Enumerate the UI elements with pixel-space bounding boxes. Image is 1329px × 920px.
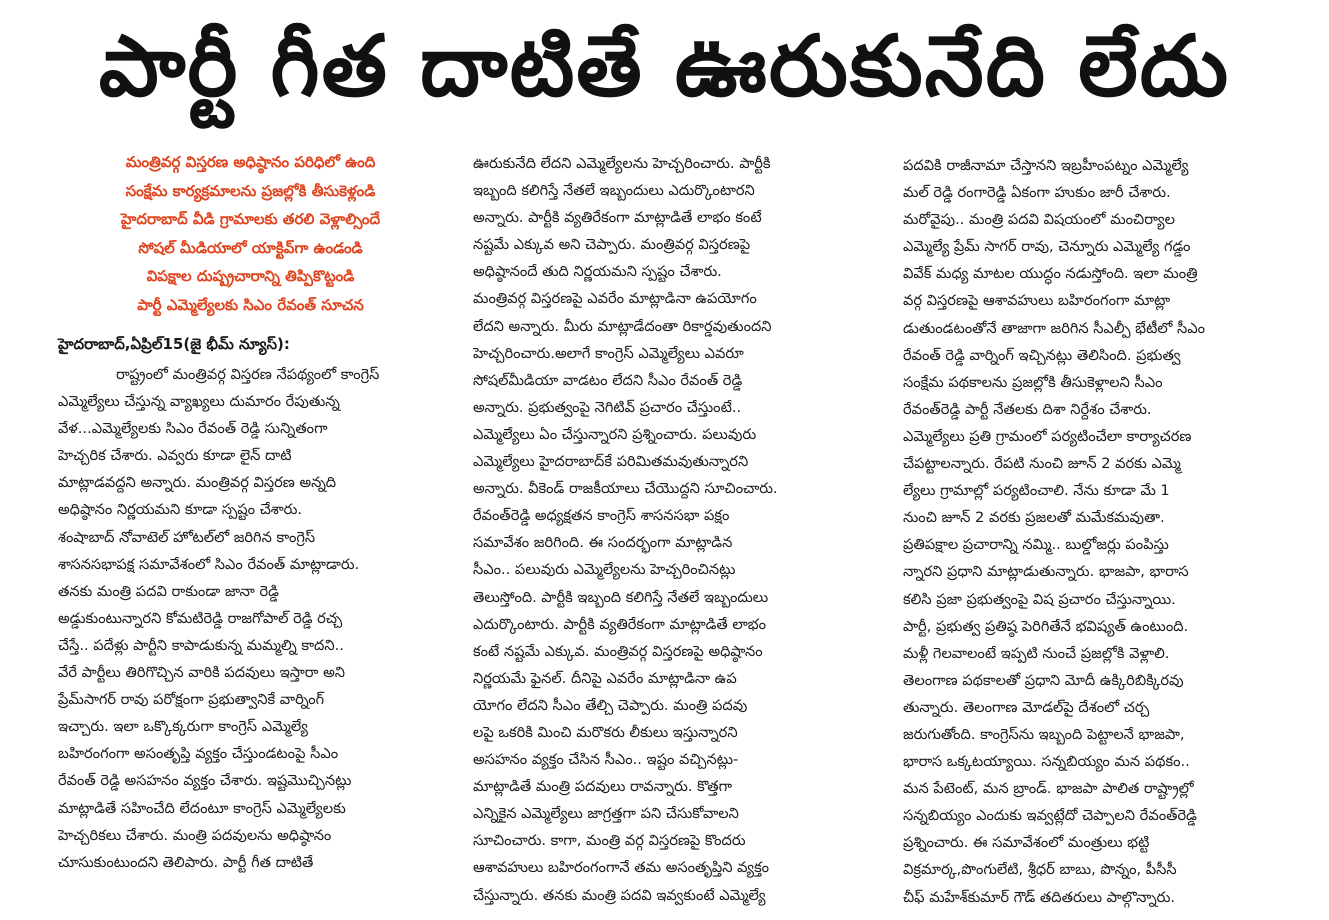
article-column-1 — [58, 148, 443, 876]
body-text-line: జరుగుతోంది. కాంగ్రెస్‌ను ఇబ్బంది పెట్టాలనే భాజపా, — [903, 725, 1185, 743]
body-text-line: హెచ్చరించారు.అలాగే కాంగ్రెస్ ఎమ్మెల్యేలు ఎవరూ — [473, 344, 744, 362]
subheadings-block — [58, 148, 443, 319]
body-text-line: తున్నారు. తెలంగాణ మోడల్‌పై దేశంలో చర్చ — [903, 698, 1150, 716]
body-text-line: ఇచ్చారు. ఇలా ఒక్కొక్కరుగా కాంగ్రెస్ ఎమ్మెల్యే — [58, 718, 308, 736]
body-text-line: యోగం లేదని సీఎం తేల్చి చెప్పారు. మంత్రి పదవు — [473, 696, 748, 714]
body-text-line: మంత్రివర్గ విస్తరణపై ఎవరేం మాట్లాడినా ఉపయోగం — [473, 290, 757, 308]
body-text-line: రాష్ట్రంలో మంత్రివర్గ విస్తరణ నేపథ్యంలో కాంగ్రెస్ — [116, 366, 380, 383]
body-text-line: వేరే పార్టీలు తిరిగొచ్చిన వారికి పదవులు ఇస్తారా అని — [58, 664, 346, 682]
body-text-line: సంక్షేమ పథకాలను ప్రజల్లోకి తీసుకెళ్లాలని సీఎం — [903, 373, 1163, 391]
body-text-line: వివేక్ మధ్య మాటల యుద్ధం నడుస్తోంది. ఇలా మంత్రి — [903, 265, 1198, 283]
subheading: మంత్రివర్గ విస్తరణ అధిష్ఠానం పరిధిలో ఉంది — [125, 153, 376, 171]
body-text-line: మన పేటెంట్, మన బ్రాండ్. భాజపా పాలిత రాష్ట్రాల్లో — [903, 780, 1194, 798]
body-text-line: చేస్తే.. పదేళ్లు పార్టీని కాపాడుకున్న మమ్మల్ని కాదని.. — [58, 636, 344, 654]
column-3-body — [903, 152, 1308, 911]
body-text-line: సీఎం.. పలువురు ఎమ్మెల్యేలను హెచ్చరించినట్లు — [473, 561, 736, 579]
body-text-line: మళ్లీ గెలవాలంటే ఇప్పటి నుంచే ప్రజల్లోకి వెళ్లాలి. — [903, 644, 1170, 662]
headline: పార్టీ గీత దాటితే ఊరుకునేది లేదు — [98, 16, 1231, 115]
body-text-line: శంషాబాద్ నోవాటెల్ హోటల్‌లో జరిగిన కాంగ్రెస్ — [58, 528, 316, 546]
body-text-line: ఎమ్మెల్యేలు ప్రతి గ్రామంలో పర్యటించేలా కార్యాచరణ — [903, 427, 1192, 445]
body-text-line: మల్ రెడ్డి రంగారెడ్డి ఏకంగా హుకుం జారీ చేశారు. — [903, 184, 1171, 202]
body-text-line: ప్రతిపక్షాల ప్రచారాన్ని నమ్మి.. బుల్డోజర్లు పంపిస్తు — [903, 536, 1169, 554]
subheading: పార్టీ ఎమ్మెల్యేలకు సిఎం రేవంత్ సూచన — [137, 295, 364, 314]
body-text-line: మాట్లాడితే మంత్రి పదవులు రావన్నారు. కొత్తగా — [473, 778, 733, 796]
body-text-line: హెచ్చరికలు చేశారు. మంత్రి పదవులను అధిష్ఠానం — [58, 826, 332, 844]
body-text-line: నుంచి జూన్ 2 వరకు ప్రజలతో మమేకమవుతా. — [903, 509, 1165, 527]
body-text-line: లేదని అన్నారు. మీరు మాట్లాడేదంతా రికార్డవుతుందని — [473, 317, 772, 335]
body-text-line: చేపట్టాలన్నారు. రేపటి నుంచి జూన్ 2 వరకు ఎమ్మె — [903, 455, 1181, 473]
body-text-line: విక్రమార్క,పొంగులేటి, శ్రీధర్ బాబు, పొన్నం, పీసీసీ — [903, 861, 1177, 879]
body-text-line: కలిసి ప్రజా ప్రభుత్వంపై విష ప్రచారం చేస్తున్నాయి. — [903, 590, 1176, 608]
body-text-line: పదవికి రాజీనామా చేస్తానని ఇబ్రహీంపట్నం ఎమ్మెల్యే — [903, 157, 1189, 174]
body-text-line: చేస్తున్నారు. తనకు మంత్రి పదవి ఇవ్వకుంటే ఎమ్మెల్యే — [473, 886, 766, 904]
body-text-line: వేళ...ఎమ్మెల్యేలకు సిఎం రేవంత్ రెడ్డి సున్నితంగా — [58, 420, 328, 438]
body-text-line: ఇబ్బంది కలిగిస్తే నేతలే ఇబ్బందులు ఎదుర్కొంటారని — [473, 182, 755, 200]
subheading: సంక్షేమ కార్యక్రమాలను ప్రజల్లోకి తీసుకెళ్లండి — [125, 181, 376, 200]
body-text-line: అన్నారు. ప్రభుత్వంపై నెగిటివ్ ప్రచారం చేస్తుంటే.. — [473, 398, 742, 416]
body-text-line: తెలంగాణ పథకాలతో ప్రధాని మోదీ ఉక్కిరిబిక్కిరవు — [903, 671, 1184, 689]
body-text-line: డుతుండటంతోనే తాజాగా జరిగిన సీఎల్పీ భేటీలో సీఎం — [903, 319, 1206, 337]
body-text-line: అడ్డుకుంటున్నారని కోమటిరెడ్డి రాజగోపాల్ రెడ్డి రచ్చ — [58, 609, 343, 627]
body-text-line: ల్యేలు గ్రామాల్లో పర్యటించాలి. నేను కూడా మే 1 — [903, 482, 1170, 500]
body-text-line: భారాస ఒక్కటయ్యాయి. సన్నబియ్యం మన పథకం.. — [903, 753, 1190, 771]
body-text-line: నిర్ణయమే ఫైనల్. దీనిపై ఎవరేం మాట్లాడినా ఉప — [473, 669, 737, 687]
body-text-line: సన్నబియ్యం ఎందుకు ఇవ్వట్లేదో చెప్పాలని రేవంత్‌రెడ్డి — [903, 807, 1197, 825]
body-text-line: ఎమ్మెల్యేలు హైదరాబాద్‌కే పరిమితమవుతున్నారని — [473, 453, 749, 471]
column-1-body — [58, 361, 443, 876]
body-text-line: లపై ఒకరికి మించి మరొకరు లీకులు ఇస్తున్నారని — [473, 723, 738, 741]
body-text-line: ప్రశ్నించారు. ఈ సమావేశంలో మంత్రులు భట్టి — [903, 834, 1150, 852]
body-text-line: అధిష్ఠానందే తుది నిర్ణయమని స్పష్టం చేశారు. — [473, 263, 722, 281]
body-text-line: మాట్లాడితే సహించేది లేదంటూ కాంగ్రెస్ ఎమ్మెల్యేలకు — [58, 799, 346, 817]
subheading: విపక్షాల దుష్ప్రచారాన్ని తిప్పికొట్టండి — [146, 267, 355, 285]
body-text-line: బహిరంగంగా అసంతృప్తి వ్యక్తం చేస్తుండటంపై సీఎం — [58, 745, 339, 763]
body-text-line: అన్నారు. వీకెండ్ రాజకీయాలు చేయొద్దని సూచించారు. — [473, 480, 778, 498]
body-text-line: కంటే నష్టమే ఎక్కువ. మంత్రివర్గ విస్తరణపై అధిష్ఠానం — [473, 642, 763, 660]
body-text-line: అసహనం వ్యక్తం చేసిన సీఎం.. ఇష్టం వచ్చినట్లు- — [473, 751, 739, 769]
body-text-line: ఊరుకునేది లేదని ఎమ్మెల్యేలను హెచ్చరించారు. పార్టీకి — [473, 155, 771, 172]
body-text-line: సూచించారు. కాగా, మంత్రి వర్గ విస్తరణపై కొందరు — [473, 832, 746, 850]
body-text-line: అన్నారు. పార్టీకి వ్యతిరేకంగా మాట్లాడితే లాభం కంటే — [473, 209, 762, 227]
body-text-line: ఎమ్మెల్యేలు చేస్తున్న వ్యాఖ్యలు దుమారం రేపుతున్న — [58, 393, 340, 411]
article-column-3 — [903, 152, 1308, 911]
article-column-2 — [473, 150, 875, 909]
body-text-line: తనకు మంత్రి పదవి రాకుండా జానా రెడ్డి — [58, 582, 279, 600]
body-text-line: ఎన్నికైన ఎమ్మెల్యేలు జాగ్రత్తగా పని చేసుకోవాలని — [473, 805, 739, 823]
body-text-line: న్నారని ప్రధాని మాట్లాడుతున్నారు. భాజపా, భారాస — [903, 563, 1189, 581]
body-text-line: ఆశావహులు బహిరంగంగానే తమ అసంతృప్తిని వ్యక్తం — [473, 859, 770, 877]
body-text-line: ఎమ్మెల్యే ప్రేమ్ సాగర్ రావు, చెన్నూరు ఎమ్మెల్యే గడ్డం — [903, 238, 1191, 256]
body-text-line: వర్గ విస్తరణపై ఆశావహులు బహిరంగంగా మాట్లా — [903, 292, 1171, 310]
body-text-line: చీఫ్ మహేశ్‌కుమార్ గౌడ్ తదితరులు పాల్గొన్నారు. — [903, 888, 1176, 906]
body-text-line: మరోవైపు.. మంత్రి పదవి విషయంలో మంచిర్యాల — [903, 211, 1175, 229]
body-text-line: పార్టీ, ప్రభుత్వ ప్రతిష్ఠ పెరిగితేనే భవిష్యత్ ఉంటుంది. — [903, 617, 1189, 635]
body-text-line: ప్రేమ్‌సాగర్ రావు పరోక్షంగా ప్రభుత్వానికే వార్నింగ్ — [58, 691, 325, 709]
column-2-body — [473, 150, 875, 909]
subheading: హైదరాబాద్ వీడి గ్రామాలకు తరలి వెళ్లాల్సిందే — [120, 210, 381, 228]
dateline: హైదరాబాద్,ఏప్రిల్15(జై భీమ్ న్యూస్): — [58, 335, 290, 353]
body-text-line: సోషల్‌మీడియా వాడటం లేదని సీఎం రేవంత్ రెడ్డి — [473, 371, 743, 389]
subheading: సోషల్ మీడియాలో యాక్టివ్‌గా ఉండండి — [138, 238, 363, 257]
body-text-line: ఎదుర్కొంటారు. పార్టీకి వ్యతిరేకంగా మాట్లాడితే లాభం — [473, 615, 766, 633]
body-text-line: నష్టమే ఎక్కువ అని చెప్పారు. మంత్రివర్గ విస్తరణపై — [473, 236, 751, 254]
body-text-line: చూసుకుంటుందని తెలిపారు. పార్టీ గీత దాటితే — [58, 853, 314, 871]
body-text-line: రేవంత్‌రెడ్డి అధ్యక్షతన కాంగ్రెస్ శాసనసభా పక్షం — [473, 507, 730, 525]
body-text-line: రేవంత్ రెడ్డి అసహనం వ్యక్తం చేశారు. ఇష్టమొచ్చినట్లు — [58, 772, 352, 790]
body-text-line: శాసనసభాపక్ష సమావేశంలో సిఎం రేవంత్ మాట్లాడారు. — [58, 555, 360, 573]
body-text-line: రేవంత్ రెడ్డి వార్నింగ్ ఇచ్చినట్లు తెలిసింది. ప్రభుత్వ — [903, 346, 1181, 364]
body-text-line: మాట్లాడవద్దని అన్నారు. మంత్రివర్గ విస్తరణ అన్నది — [58, 474, 337, 492]
body-text-line: అధిష్ఠానం నిర్ణయమని కూడా స్పష్టం చేశారు. — [58, 501, 303, 519]
body-text-line: ఎమ్మెల్యేలు ఏం చేస్తున్నారని ప్రశ్నించారు. పలువురు — [473, 425, 757, 443]
body-text-line: తెలుస్తోంది. పార్టీకి ఇబ్బంది కలిగిస్తే నేతలే ఇబ్బందులు — [473, 588, 769, 606]
body-text-line: సమావేశం జరిగింది. ఈ సందర్భంగా మాట్లాడిన — [473, 534, 733, 552]
body-text-line: రేవంత్‌రెడ్డి పార్టీ నేతలకు దిశా నిర్దేశం చేశారు. — [903, 400, 1152, 418]
body-text-line: హెచ్చరిక చేశారు. ఎవ్వరు కూడా లైన్ దాటి — [58, 447, 292, 465]
